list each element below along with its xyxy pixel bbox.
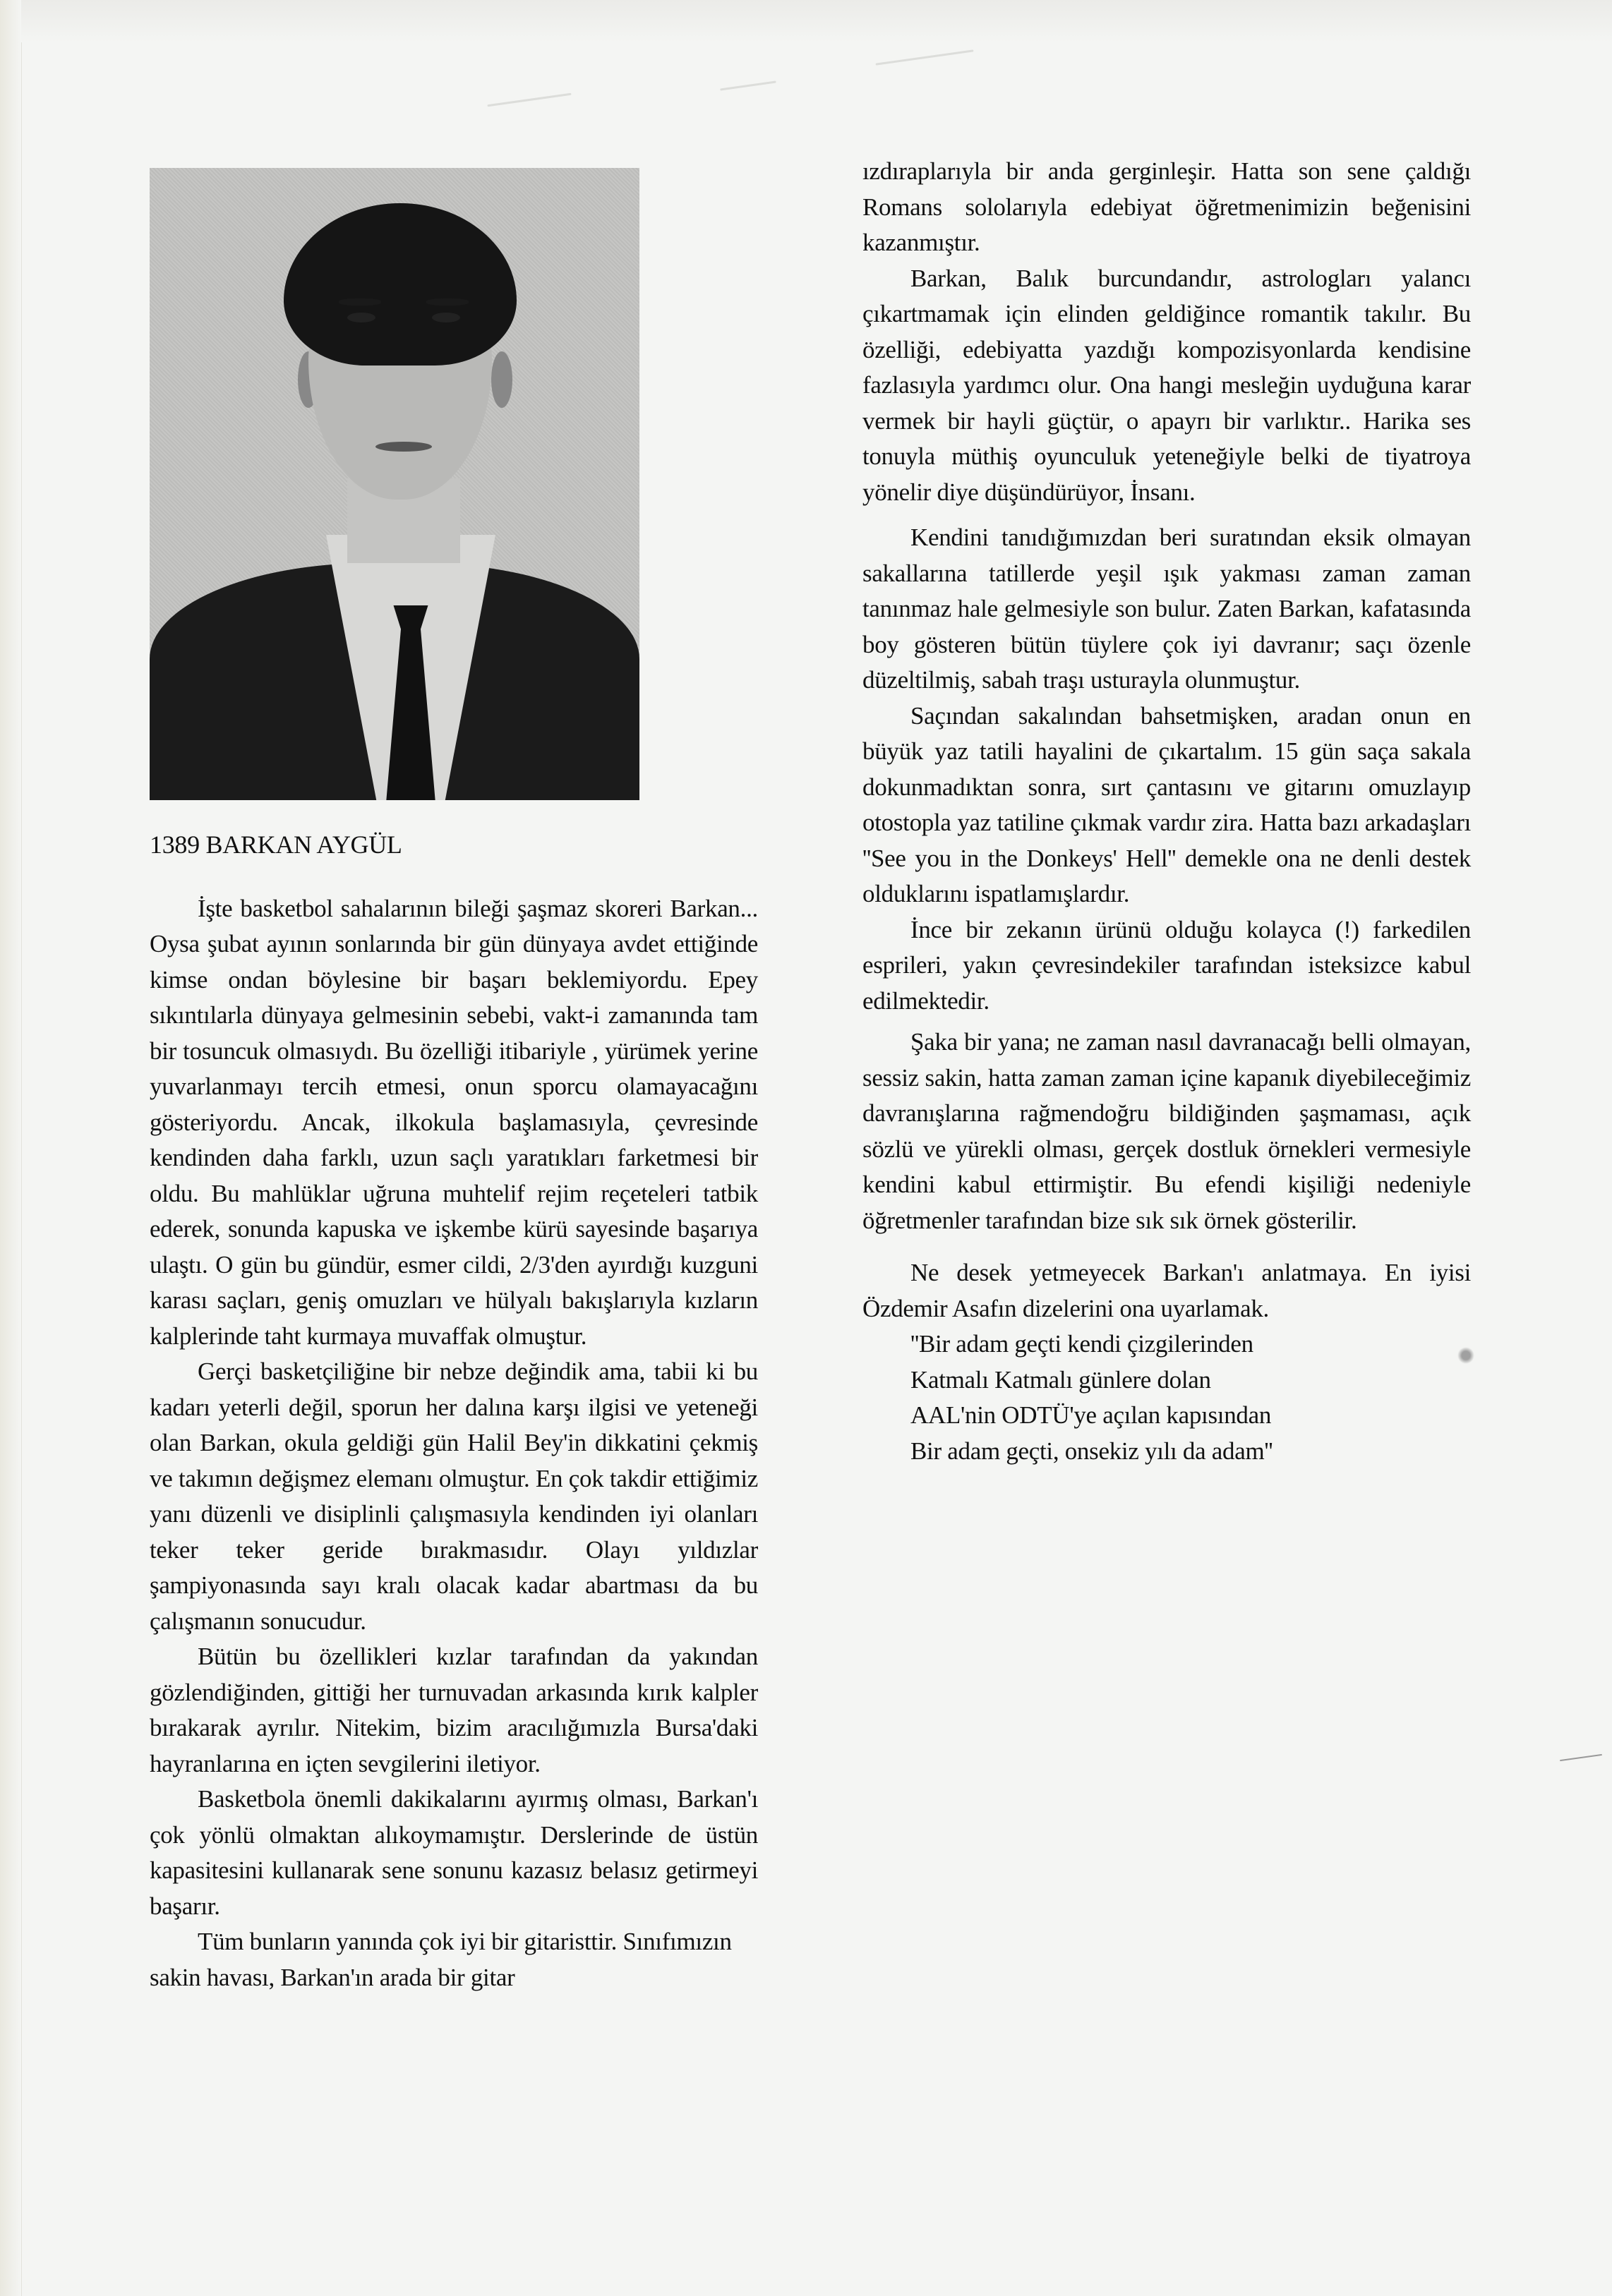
poem-line: Bir adam geçti, onsekiz yılı da adam'' — [910, 1437, 1273, 1465]
paragraph: Ne desek yetmeyecek Barkan'ı anlatmaya. En iyisi Özdemir Asafın dizelerini ona uyarlamak. — [862, 1259, 1471, 1322]
paragraph: İşte basketbol sahalarının bileği şaşmaz skoreri Barkan... Oysa şubat ayının sonlarında bir gün dünyaya avdet ettiğinde kimse ondan böylesine bir başarı beklemiyordu. Epey sıkıntılarla dünyaya gelmesinin sebebi, vakt-i zamanında tam bir tosuncuk olmasıydı. Bu özelliği itibariyle , yürümek yerine yuvarlanmayı tercih etmesi, onun sporcu olamayacağını gösteriyordu. Ancak, ilkokula başlamasıyla, çevresinde kendinden daha farklı, uzun saçlı yaratıkları farketmesi bir oldu. Bu mahlüklar uğruna muhtelif rejim reçeteleri tatbik ederek, sonunda kapuska ve işkembe kürü sayesinde başarıya ulaştı. O gün bu gündür, esmer cildi, 2/3'den ayırdığı kuzguni karası saçları, geniş omuzları ve hülyalı bakışlarıyla kızların kalplerinde taht kurmaya muvaffak olmuştur. — [150, 894, 758, 1350]
paragraph: Saçından sakalından bahsetmişken, aradan onun en büyük yaz tatili hayalini de çıkartalım. 15 gün saça sakala dokunmadıktan sonra, sırt çantasını ve gitarını omuzlayıp otostopla yaz tatiline çıkmak vardır zira. Hatta bazı arkadaşları ''See you in the Donkeys' Hell'' demekle ona ne denli destek olduklarını ispatlamışlardır. — [862, 701, 1471, 907]
paragraph: Gerçi basketçiliğine bir nebze değindik ama, tabii ki bu kadarı yeterli değil, sporun her dalına karşı ilgisi ve yeteneği olan Barkan, okula geldiği gün Halil Bey'in dikkatini çekmiş ve takımın değişmez elemanı olmuştur. En çok takdir ettiğimiz yanı düzenli ve disiplinli çalışmasıyla kendinden iyi olanları teker teker geride bırakmasıdır. Olayı yıldızlar şampiyonasında sayı kralı olacak kadar abartması da bu çalışmanın sonucudur. — [150, 1358, 758, 1635]
left-text-column — [150, 827, 758, 1995]
page-binding-edge — [0, 0, 22, 2296]
ear-right — [491, 351, 512, 408]
scan-mark — [875, 49, 973, 65]
pen-mark — [1560, 1754, 1602, 1761]
paragraph: Basketbola önemli dakikalarını ayırmış olması, Barkan'ı çok yönlü olmaktan alıkoymamıştır. Derslerinde de üstün kapasitesini kullanarak sene sonunu kazasız belasız getirmeyi başarır. — [150, 1785, 758, 1920]
paragraph: Kendini tanıdığımızdan beri suratından eksik olmayan sakallarına tatillerde yeşil ışık yakması zaman zaman tanınmaz hale gelmesiyle son bulur. Zaten Barkan, kafatasında boy gösteren bütün tüylere çok iyi davranır; saçı özenle düzeltilmiş, sabah traşı usturayla olunmuştur. — [862, 524, 1471, 694]
staple-mark — [1457, 1345, 1475, 1366]
scan-mark — [487, 93, 571, 107]
eyebrow-left — [339, 298, 381, 306]
paragraph: Barkan, Balık burcundandır, astrologları yalancı çıkartmamak için elinden geldiğince romantik takılır. Bu özelliği, edebiyatta yazdığı kompozisyonlarda kendisine fazlasıyla yardımcı olur. Ona hangi mesleğin uyduğuna karar vermek bir hayli güçtür, o apayrı bir varlıktır.. Harika ses tonuyla müthiş oyunculuk yeteneğiyle belki de tiyatroya yönelir diye düşündürüyor, İnsanı. — [862, 264, 1471, 506]
student-heading: 1389 BARKAN AYGÜL — [150, 830, 402, 859]
right-text-column — [862, 154, 1471, 1469]
eye-right — [432, 313, 460, 322]
eye-left — [347, 313, 375, 322]
paragraph: Bütün bu özellikleri kızlar tarafından da yakından gözlendiğinden, gittiği her turnuvadan arkasında kırık kalpler bırakarak ayrılır. Nitekim, bizim aracılığımızla Bursa'daki hayranlarına en içten sevgilerini iletiyor. — [150, 1643, 758, 1777]
paragraph: Tüm bunların yanında çok iyi bir gitaristtir. Sınıfımızın sakin havası, Barkan'ın arada bir gitar — [150, 1928, 732, 1991]
student-portrait-photo — [150, 168, 639, 800]
eyebrow-right — [426, 298, 469, 306]
page-top-shading — [21, 0, 1612, 42]
mouth — [375, 442, 432, 452]
poem-line: ''Bir adam geçti kendi çizgilerinden — [910, 1330, 1253, 1358]
poem-verse — [910, 1327, 1471, 1469]
paragraph: Şaka bir yana; ne zaman nasıl davranacağı belli olmayan, sessiz sakin, hatta zaman zaman içine kapanık diyebileceğimiz davranışlarına rağmendoğru bildiğinden şaşmaması, açık sözlü ve yürekli olması, gerçek dostluk örnekleri vermesiyle kendini kabul ettirmiştir. Bu efendi kişiliği nedeniyle öğretmenler tarafından bize sık sık örnek gösterilir. — [862, 1028, 1471, 1234]
poem-line: Katmalı Katmalı günlere dolan — [910, 1365, 1211, 1394]
paragraph: ızdıraplarıyla bir anda gerginleşir. Hatta son sene çaldığı Romans sololarıyla edebiyat öğretmenimizin beğenisini kazanmıştır. — [862, 157, 1471, 256]
poem-line: AAL'nin ODTÜ'ye açılan kapısından — [910, 1401, 1272, 1429]
paragraph: İnce bir zekanın ürünü olduğu kolayca (!) farkedilen esprileri, yakın çevresindekiler tarafından isteksizce kabul edilmektedir. — [862, 915, 1471, 1015]
scan-mark — [720, 80, 776, 90]
